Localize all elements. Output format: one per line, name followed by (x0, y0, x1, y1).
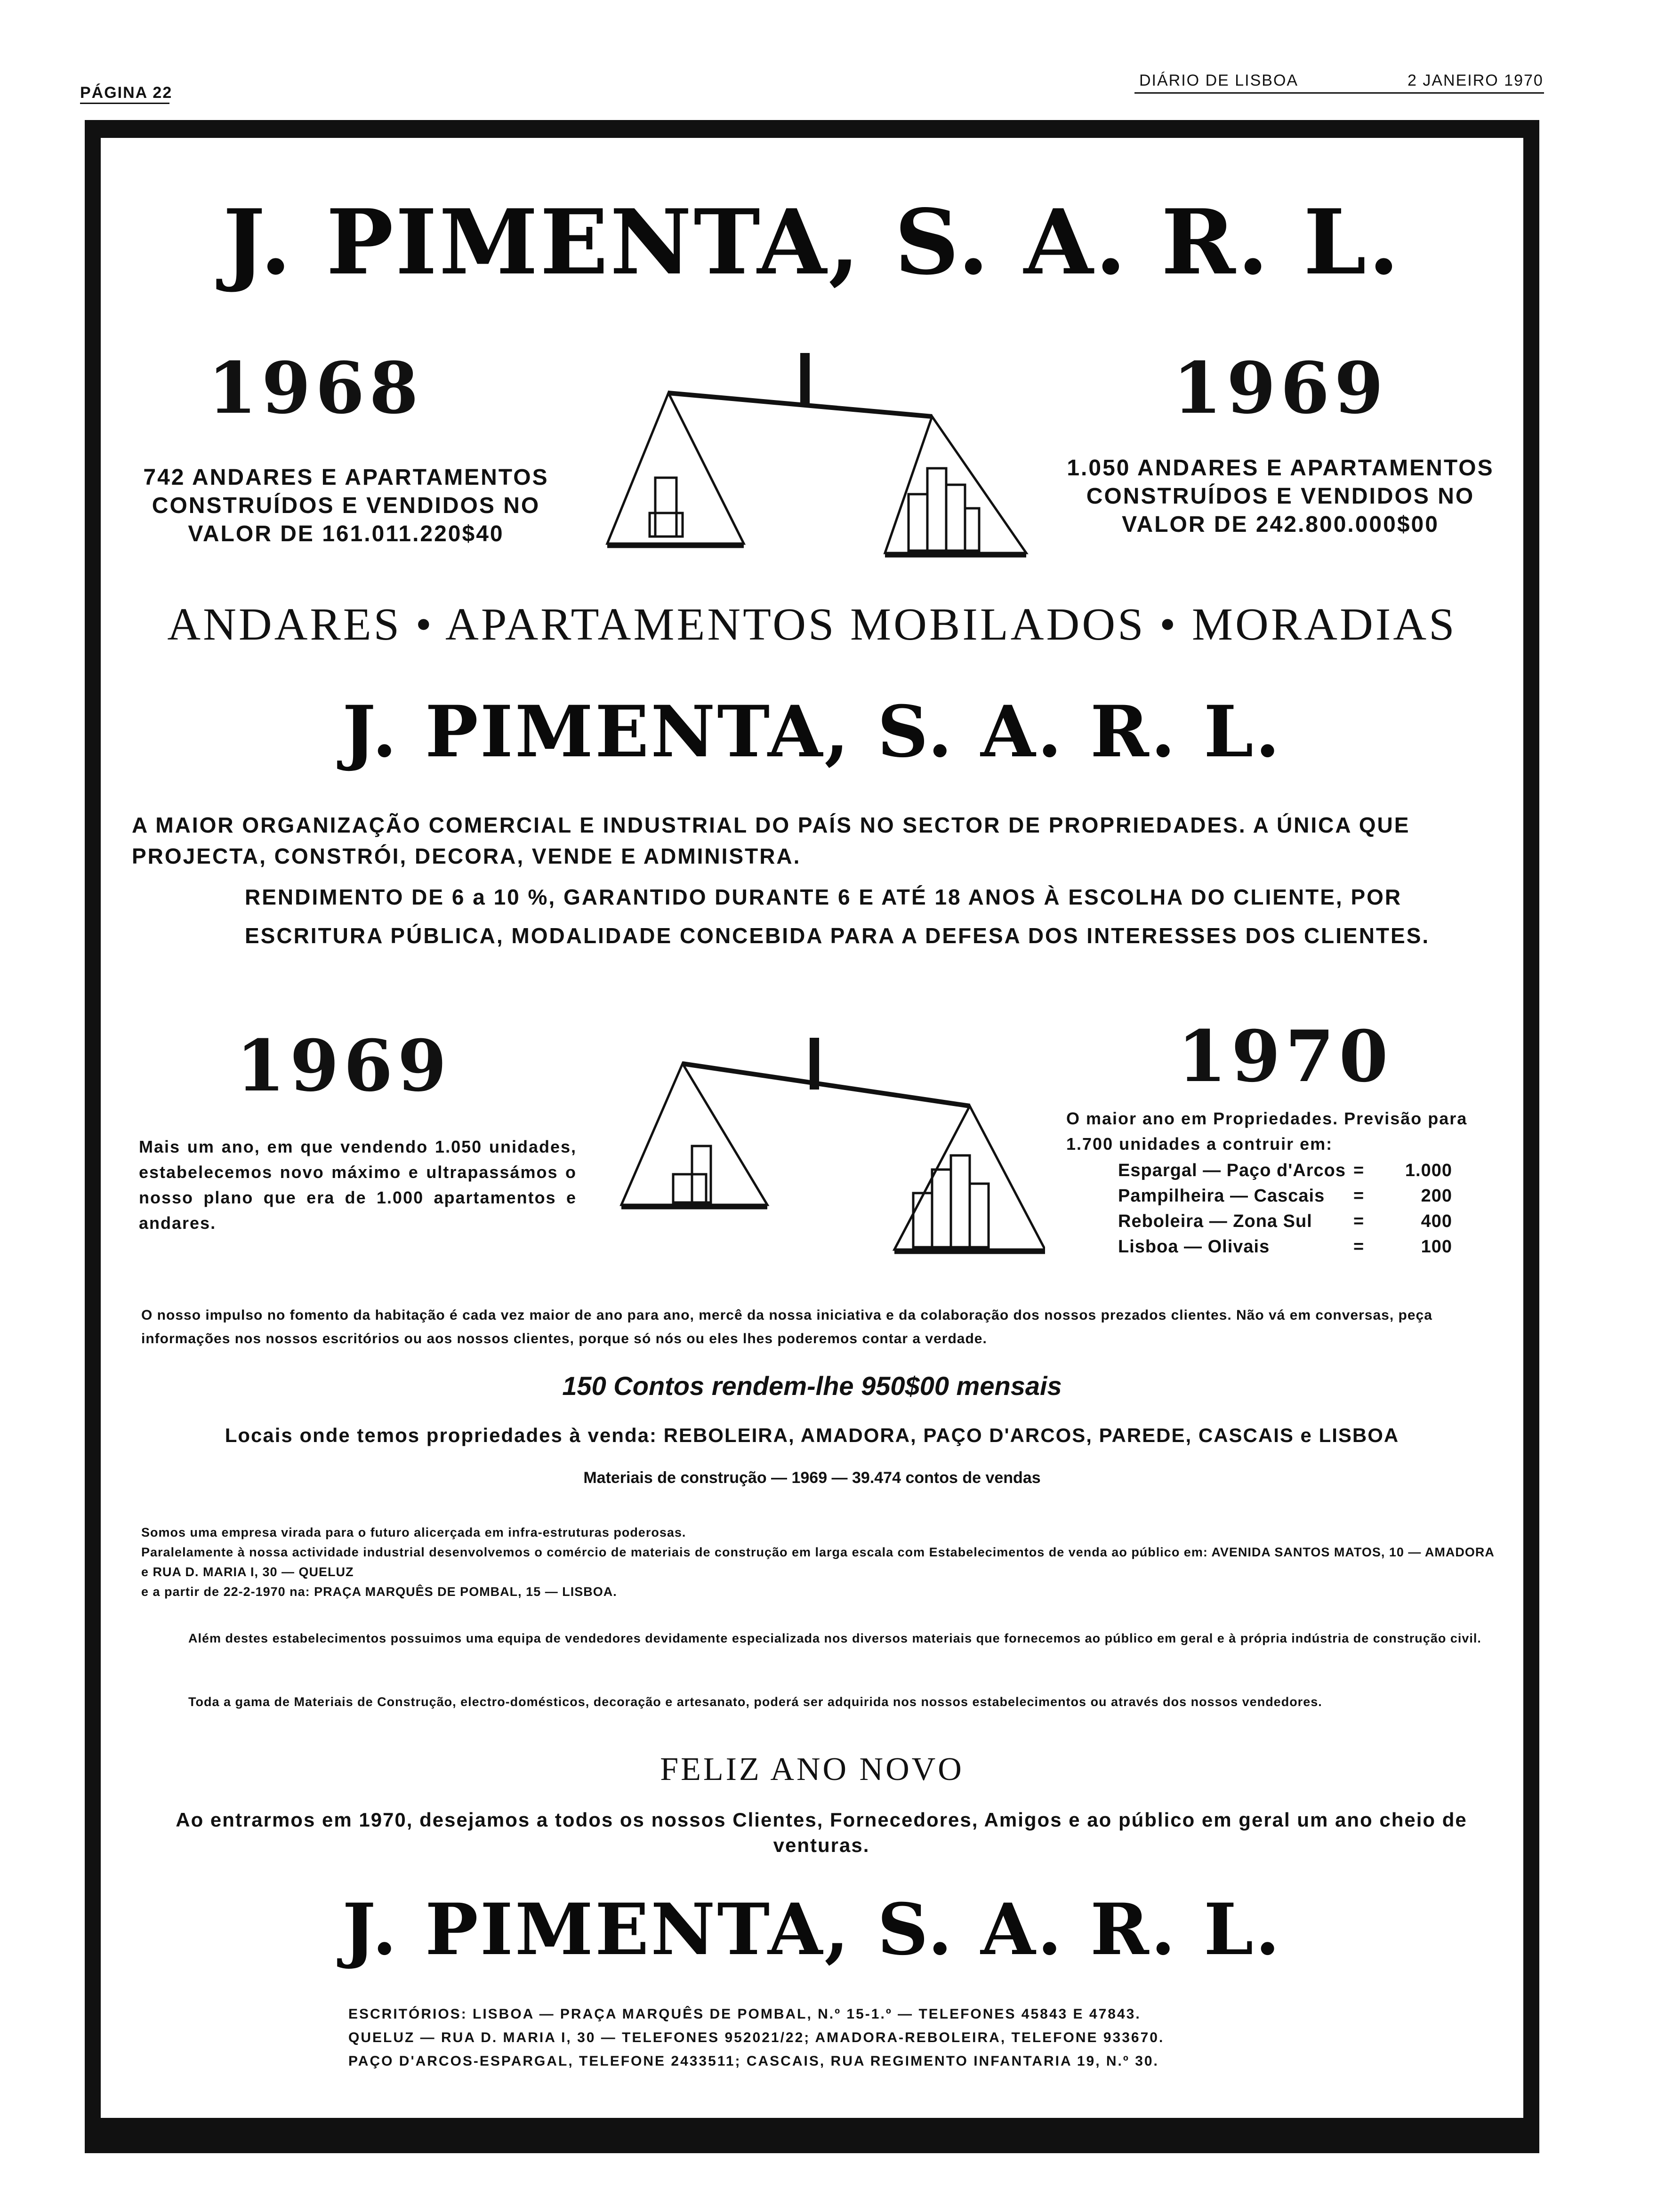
ad-frame-right (1523, 120, 1539, 2153)
top-right-text: 1.050 ANDARES E APARTAMENTOS CONSTRUÍDOS E VENDIDOS NO VALOR DE 242.800.000$00 (1067, 456, 1494, 537)
forecast-place: Espargal — Paço d'Arcos (1118, 1161, 1346, 1180)
company-title-bottom: J. PIMENTA, S. A. R. L. (342, 1888, 1282, 1971)
ad-frame-bottom (85, 2118, 1539, 2153)
middle-right-intro: O maior ano em Propriedades. Previsão para 1.700 unidades a contruir em: (1066, 1109, 1468, 1154)
slogan: 150 Contos rendem-lhe 950$00 mensais (562, 1371, 1062, 1401)
company-title-middle: J. PIMENTA, S. A. R. L. (342, 690, 1282, 773)
forecast-row (1118, 1183, 1485, 1209)
forecast-value: 200 (1421, 1186, 1452, 1206)
property-categories: ANDARES • APARTAMENTOS MOBILADOS • MORADIAS (167, 599, 1457, 650)
ad-frame-left (85, 120, 101, 2153)
forecast-value: 1.000 (1405, 1161, 1452, 1180)
company-paragraph-1b: Paralelamente à nossa actividade industrial desenvolvemos o comércio de materiais de construção em larga escala com Estabelecimentos de venda ao público em: AVENIDA SANTOS MATOS, 10 — AMADORA e RUA D. MARIA I, 30 — QUELUZ (141, 1545, 1494, 1579)
company-paragraph-1c: e a partir de 22-2-1970 na: PRAÇA MARQUÊS DE POMBAL, 15 — LISBOA. (141, 1585, 617, 1599)
company-paragraph-2: Além destes estabelecimentos possuimos uma equipa de vendedores devidamente especializada nos diversos materiais que fornecemos ao público em geral e à própria indústria de construção civil. (188, 1631, 1481, 1645)
issue-date: 2 JANEIRO 1970 (1408, 72, 1544, 89)
year-1970: 1970 (1177, 1015, 1393, 1098)
forecast-place: Reboleira — Zona Sul (1118, 1211, 1312, 1231)
greeting-text: Ao entrarmos em 1970, desejamos a todos os nossos Clientes, Fornecedores, Amigos e ao público em geral um ano cheio de venturas. (176, 1809, 1467, 1856)
forecast-place: Pampilheira — Cascais (1118, 1186, 1325, 1206)
forecast-row (1118, 1234, 1485, 1259)
contact-queluz: QUELUZ — RUA D. MARIA I, 30 — TELEFONES 952021/22; AMADORA-REBOLEIRA, TELEFONE 933670. (348, 2030, 1165, 2045)
forecast-value: 400 (1421, 1211, 1452, 1231)
intro-paragraph-2: RENDIMENTO DE 6 a 10 %, GARANTIDO DURANTE 6 E ATÉ 18 ANOS À ESCOLHA DO CLIENTE, POR ESCRITURA PÚBLICA, MODALIDADE CONCEBIDA PARA A DEFESA DOS INTERESSES DOS CLIENTES. (245, 885, 1430, 948)
newspaper-name: DIÁRIO DE LISBOA (1139, 72, 1299, 89)
greeting-title: FELIZ ANO NOVO (660, 1751, 964, 1787)
page-number-rule (80, 103, 169, 104)
contact-offices: ESCRITÓRIOS: LISBOA — PRAÇA MARQUÊS DE POMBAL, N.º 15-1.º — TELEFONES 45843 E 47843. (348, 2006, 1141, 2022)
forecast-equals: = (1353, 1211, 1365, 1231)
impulse-paragraph: O nosso impulso no fomento da habitação é cada vez maior de ano para ano, mercê da nossa iniciativa e da colaboração dos nossos prezados clientes. Não vá em conversas, peça informações nos nossos escritórios ou aos nossos clientes, porque só nós ou eles lhes poderemos contar a verdade. (141, 1307, 1432, 1346)
contact-paco-darcos: PAÇO D'ARCOS-ESPARGAL, TELEFONE 2433511; CASCAIS, RUA REGIMENTO INFANTARIA 19, N.º 30. (348, 2053, 1159, 2069)
forecast-row (1118, 1158, 1485, 1183)
locations-line: Locais onde temos propriedades à venda: REBOLEIRA, AMADORA, PAÇO D'ARCOS, PAREDE, CASCAIS e LISBOA (225, 1424, 1400, 1446)
header-rule (1134, 92, 1544, 94)
materials-line: Materiais de construção — 1969 — 39.474 contos de vendas (583, 1469, 1041, 1487)
forecast-equals: = (1353, 1186, 1365, 1206)
company-title-top: J. PIMENTA, S. A. R. L. (223, 190, 1401, 295)
forecast-equals: = (1353, 1161, 1365, 1180)
middle-left-text: Mais um ano, em que vendendo 1.050 unidades, estabelecemos novo máximo e ultrapassámos o nosso plano que era de 1.000 apartamentos e andares. (139, 1137, 577, 1233)
company-paragraph-3: Toda a gama de Materiais de Construção, electro-domésticos, decoração e artesanato, poderá ser adquirida nos nossos estabelecimentos ou através dos nossos vendedores. (188, 1695, 1322, 1709)
ad-frame-top (85, 120, 1539, 138)
intro-paragraph-1: A MAIOR ORGANIZAÇÃO COMERCIAL E INDUSTRIAL DO PAÍS NO SECTOR DE PROPRIEDADES. A ÚNICA QUE PROJECTA, CONSTRÓI, DECORA, VENDE E ADMINISTRA. (132, 813, 1410, 868)
forecast-value: 100 (1421, 1237, 1452, 1257)
year-1968: 1968 (208, 347, 423, 430)
company-paragraph-1a: Somos uma empresa virada para o futuro alicerçada em infra-estruturas poderosas. (141, 1525, 686, 1539)
year-1969-middle: 1969 (236, 1025, 451, 1107)
forecast-place: Lisboa — Olivais (1118, 1237, 1270, 1257)
forecast-equals: = (1353, 1237, 1365, 1257)
balance-scale-top (603, 344, 1036, 560)
balance-scale-middle (612, 1028, 1045, 1264)
year-1969-top: 1969 (1173, 347, 1388, 430)
page-number: PÁGINA 22 (80, 84, 173, 102)
forecast-table (1118, 1158, 1485, 1259)
forecast-row (1118, 1209, 1485, 1234)
top-left-text: 742 ANDARES E APARTAMENTOS CONSTRUÍDOS E VENDIDOS NO VALOR DE 161.011.220$40 (143, 465, 549, 546)
